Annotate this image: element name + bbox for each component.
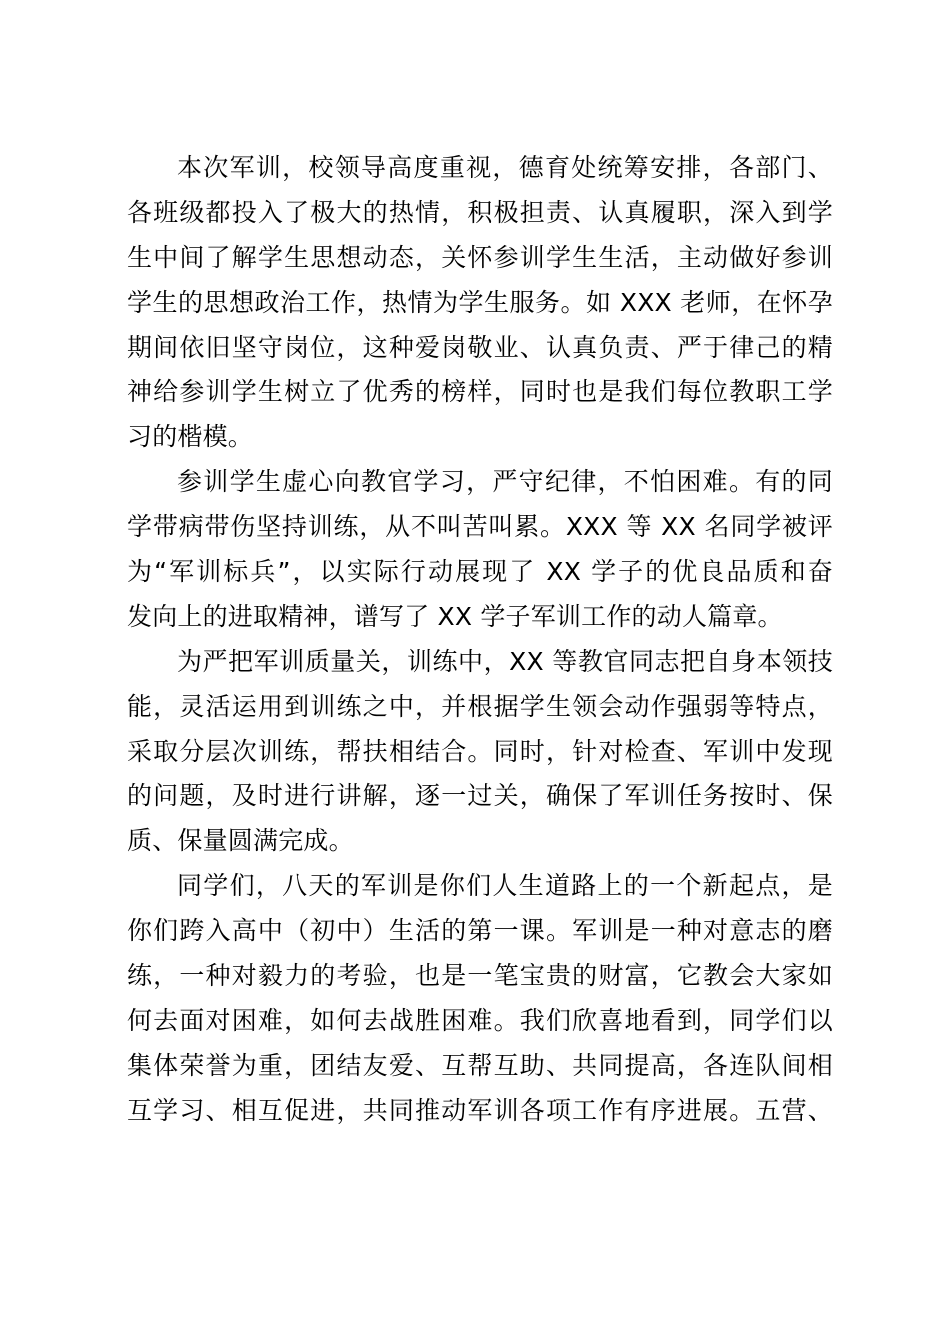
text-line: 发向上的进取精神，谱写了 XX 学子军训工作的动人篇章。 (127, 601, 783, 631)
text-line: 参训学生虚心向教官学习，严守纪律，不怕困难。有的同 (177, 467, 833, 497)
text-line: 的问题，及时进行讲解，逐一过关，确保了军训任务按时、保 (127, 781, 833, 811)
text-line: 为严把军训质量关，训练中，XX 等教官同志把自身本领技 (177, 646, 833, 676)
paragraph-1 (127, 146, 833, 460)
paragraph-4 (127, 864, 833, 1133)
text-line: 互学习、相互促进，共同推动军训各项工作有序进展。五营、 (127, 1095, 833, 1125)
text-line: 学生的思想政治工作，热情为学生服务。如 XXX 老师，在怀孕 (127, 287, 833, 317)
text-line: 各班级都投入了极大的热情，积极担责、认真履职，深入到学 (127, 197, 833, 227)
text-line: 练，一种对毅力的考验，也是一笔宝贵的财富，它教会大家如 (127, 961, 833, 991)
paragraph-2 (127, 460, 833, 640)
text-line: 期间依旧坚守岗位，这种爱岗敬业、认真负责、严于律己的精 (127, 332, 833, 362)
text-line: 学带病带伤坚持训练，从不叫苦叫累。XXX 等 XX 名同学被评 (127, 512, 833, 542)
text-line: 你们跨入高中（初中）生活的第一课。军训是一种对意志的磨 (127, 916, 833, 946)
text-line: 神给参训学生树立了优秀的榜样，同时也是我们每位教职工学 (127, 377, 833, 407)
text-line: 为“军训标兵”，以实际行动展现了 XX 学子的优良品质和奋 (127, 557, 833, 587)
text-line: 同学们，八天的军训是你们人生道路上的一个新起点，是 (177, 871, 833, 901)
text-line: 能，灵活运用到训练之中，并根据学生领会动作强弱等特点， (127, 691, 833, 721)
text-line: 生中间了解学生思想动态，关怀参训学生生活，主动做好参训 (127, 242, 833, 272)
text-line: 习的楷模。 (127, 422, 254, 452)
text-line: 何去面对困难，如何去战胜困难。我们欣喜地看到，同学们以 (127, 1005, 833, 1035)
text-line: 本次军训，校领导高度重视，德育处统筹安排，各部门、 (177, 153, 833, 182)
text-line: 集体荣誉为重，团结友爱、互帮互助、共同提高，各连队间相 (127, 1050, 833, 1080)
text-line: 采取分层次训练，帮扶相结合。同时，针对检查、军训中发现 (127, 736, 833, 766)
paragraph-3 (127, 640, 833, 864)
text-line: 质、保量圆满完成。 (127, 826, 354, 856)
document-body (127, 146, 833, 1134)
